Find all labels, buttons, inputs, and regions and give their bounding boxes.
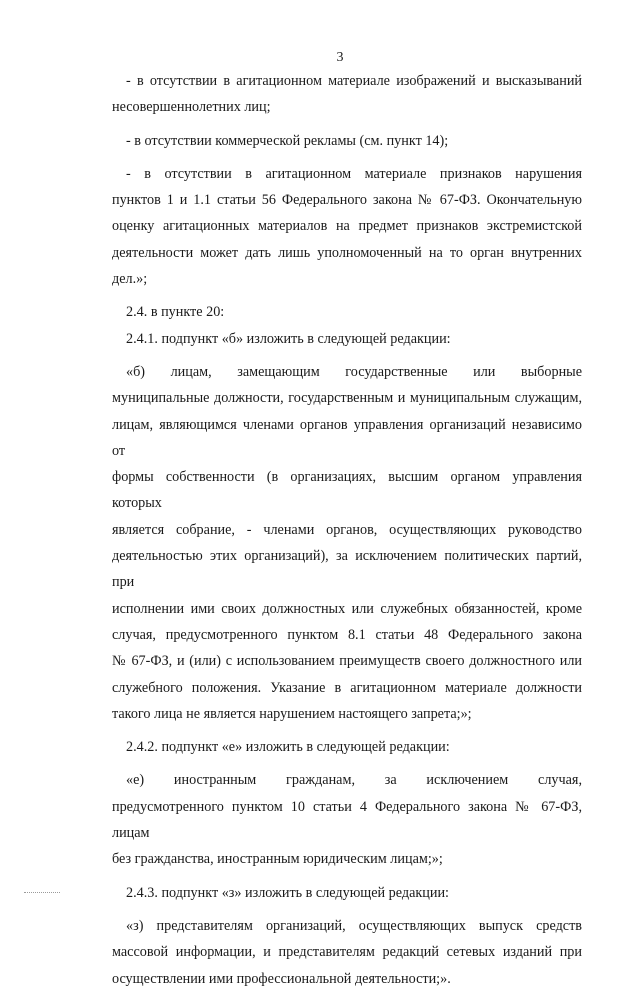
text-line: лицам, являющимся членами органов управления организаций независимо от: [112, 416, 582, 459]
text-line: случая, предусмотренного пунктом 8.1 статьи 48 Федерального закона: [112, 626, 582, 643]
text-line: № 67-ФЗ, и (или) с использованием преимуществ своего должностного или: [112, 653, 582, 670]
text-line: «е) иностранным гражданам, за исключением случая,: [126, 772, 582, 789]
paragraph-gap: [112, 906, 582, 913]
paragraph-gap: [112, 873, 582, 880]
text-line: без гражданства, иностранным юридическим лицам;»;: [112, 851, 443, 868]
paragraph-gap: [112, 760, 582, 767]
text-line: 2.4. в пункте 20:: [126, 304, 225, 321]
text-line: осуществлении ими профессиональной деятельности;».: [112, 970, 451, 987]
text-line: «б) лицам, замещающим государственные или выборные: [126, 363, 582, 380]
text-line: деятельностью этих организаций), за исключением политических партий, при: [112, 548, 582, 591]
text-line: предусмотренного пунктом 10 статьи 4 Федерального закона № 67-ФЗ, лицам: [112, 798, 582, 842]
text-line: является собрание, - членами органов, осуществляющих руководство: [112, 521, 582, 538]
text-line: 2.4.1. подпункт «б» изложить в следующей редакции:: [126, 330, 451, 347]
text-line: формы собственности (в организациях, высшим органом управления которых: [112, 469, 582, 512]
page-number: 3: [336, 50, 344, 65]
text-line: - в отсутствии в агитационном материале признаков нарушения: [126, 165, 582, 182]
text-line: такого лица не является нарушением настоящего запрета;»;: [112, 705, 472, 722]
text-line: несовершеннолетних лиц;: [112, 99, 271, 116]
text-line: 2.4.3. подпункт «з» изложить в следующей редакции:: [126, 884, 449, 901]
text-line: дел.»;: [112, 271, 148, 288]
text-line: «з) представителям организаций, осуществляющих выпуск средств: [126, 917, 582, 934]
text-line: муниципальные должности, государственным и муниципальным служащим,: [112, 390, 582, 407]
paragraph-gap: [112, 121, 582, 128]
text-line: массовой информации, и представителям редакций сетевых изданий при: [112, 944, 582, 961]
paragraph-gap: [112, 154, 582, 161]
text-line: пунктов 1 и 1.1 статьи 56 Федерального закона № 67-ФЗ. Окончательную: [112, 192, 582, 209]
text-line: оценку агитационных материалов на предмет признаков экстремистской: [112, 218, 582, 235]
paragraph-gap: [112, 727, 582, 734]
text-line: 2.4.2. подпункт «е» изложить в следующей редакции:: [126, 739, 450, 756]
document-body: [112, 68, 582, 992]
footer-mark: [24, 892, 60, 893]
text-line: - в отсутствии коммерческой рекламы (см. пункт 14);: [126, 132, 449, 149]
text-line: - в отсутствии в агитационном материале изображений и высказываний: [126, 73, 582, 89]
text-line: исполнении ими своих должностных или служебных обязанностей, кроме: [112, 600, 582, 617]
paragraph-gap: [112, 352, 582, 359]
text-line: деятельности может дать лишь уполномоченный на то орган внутренних: [112, 244, 582, 261]
text-line: служебного положения. Указание в агитационном материале должности: [112, 679, 582, 696]
paragraph-gap: [112, 292, 582, 299]
